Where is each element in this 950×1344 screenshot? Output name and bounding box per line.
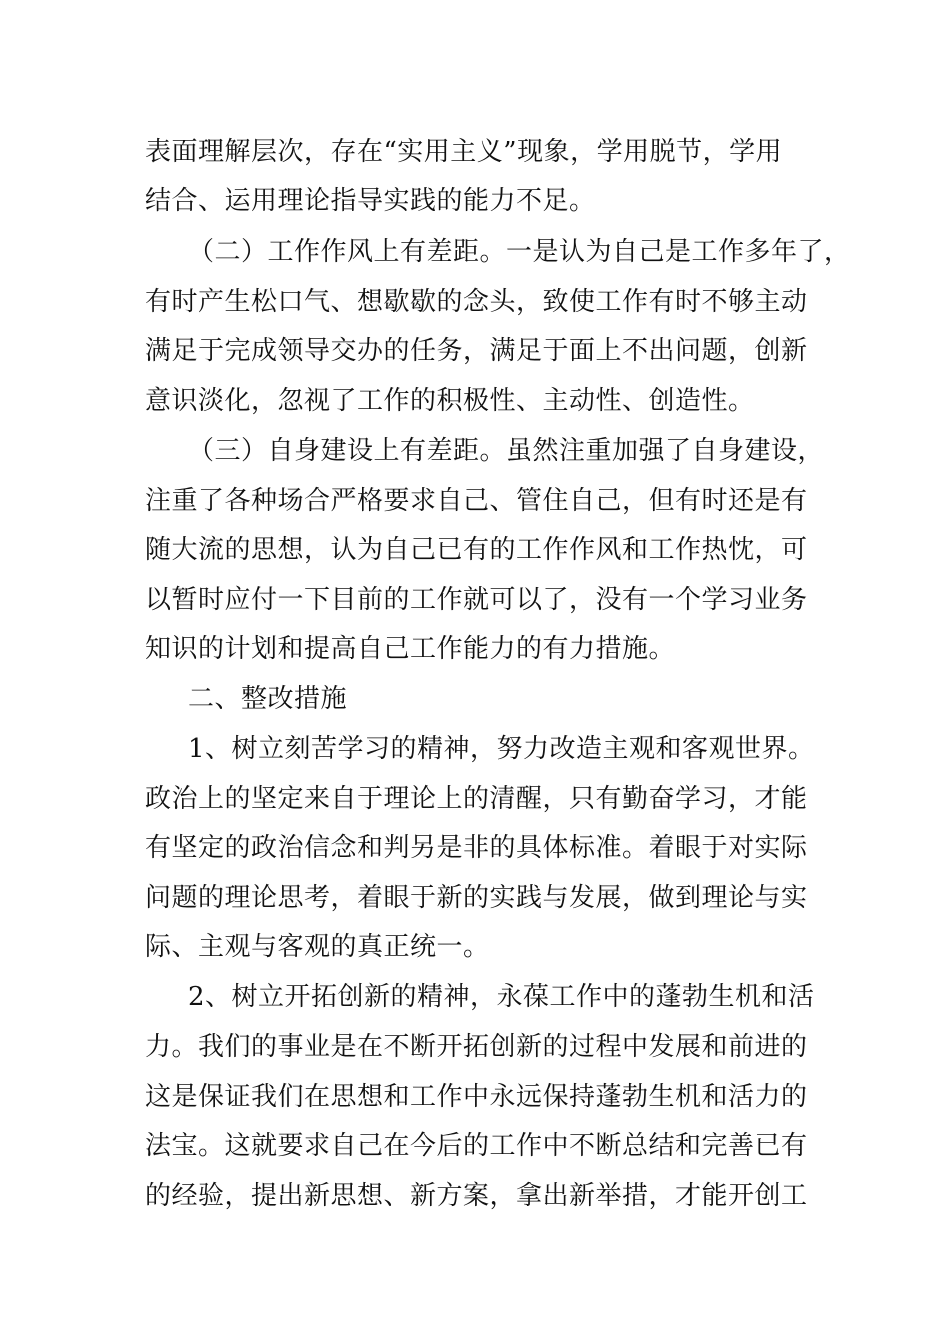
paragraph-line: 以暂时应付一下目前的工作就可以了，没有一个学习业务 [145, 585, 808, 615]
paragraph-line: 有时产生松口气、想歇歇的念头，致使工作有时不够主动 [145, 287, 808, 317]
paragraph-line: 满足于完成领导交办的任务，满足于面上不出问题，创新 [145, 336, 808, 366]
paragraph-line: 有坚定的政治信念和判另是非的具体标准。着眼于对实际 [145, 833, 808, 863]
paragraph-line: 政治上的坚定来自于理论上的清醒，只有勤奋学习，才能 [145, 784, 808, 814]
paragraph-line: 这是保证我们在思想和工作中永远保持蓬勃生机和活力的 [145, 1082, 808, 1112]
paragraph-line: 力。我们的事业是在不断开拓创新的过程中发展和前进的 [145, 1032, 808, 1062]
numbered-item-line: 2、树立开拓创新的精神，永葆工作中的蓬勃生机和活 [188, 982, 815, 1012]
paragraph-line: 随大流的思想，认为自己已有的工作作风和工作热忱，可 [145, 535, 808, 565]
section-heading-line: （三）自身建设上有差距。虽然注重加强了自身建设， [188, 436, 825, 466]
paragraph-line: 的经验，提出新思想、新方案，拿出新举措，才能开创工 [145, 1181, 808, 1211]
paragraph-line: 际、主观与客观的真正统一。 [145, 932, 490, 962]
paragraph-line: 法宝。这就要求自己在今后的工作中不断总结和完善已有 [145, 1131, 808, 1161]
paragraph-line: 意识淡化，忽视了工作的积极性、主动性、创造性。 [145, 386, 755, 416]
paragraph-line: 问题的理论思考，着眼于新的实践与发展，做到理论与实 [145, 883, 808, 913]
paragraph-line: 知识的计划和提高自己工作能力的有力措施。 [145, 634, 676, 664]
section-title: 二、整改措施 [188, 684, 348, 714]
numbered-item-line: 1、树立刻苦学习的精神，努力改造主观和客观世界。 [188, 734, 815, 764]
paragraph-line: 结合、运用理论指导实践的能力不足。 [145, 186, 596, 216]
paragraph-line: 注重了各种场合严格要求自己、管住自己，但有时还是有 [145, 486, 808, 516]
paragraph-line: 表面理解层次，存在“实用主义”现象，学用脱节，学用 [145, 137, 783, 167]
section-heading-line: （二）工作作风上有差距。一是认为自己是工作多年了， [188, 237, 851, 267]
